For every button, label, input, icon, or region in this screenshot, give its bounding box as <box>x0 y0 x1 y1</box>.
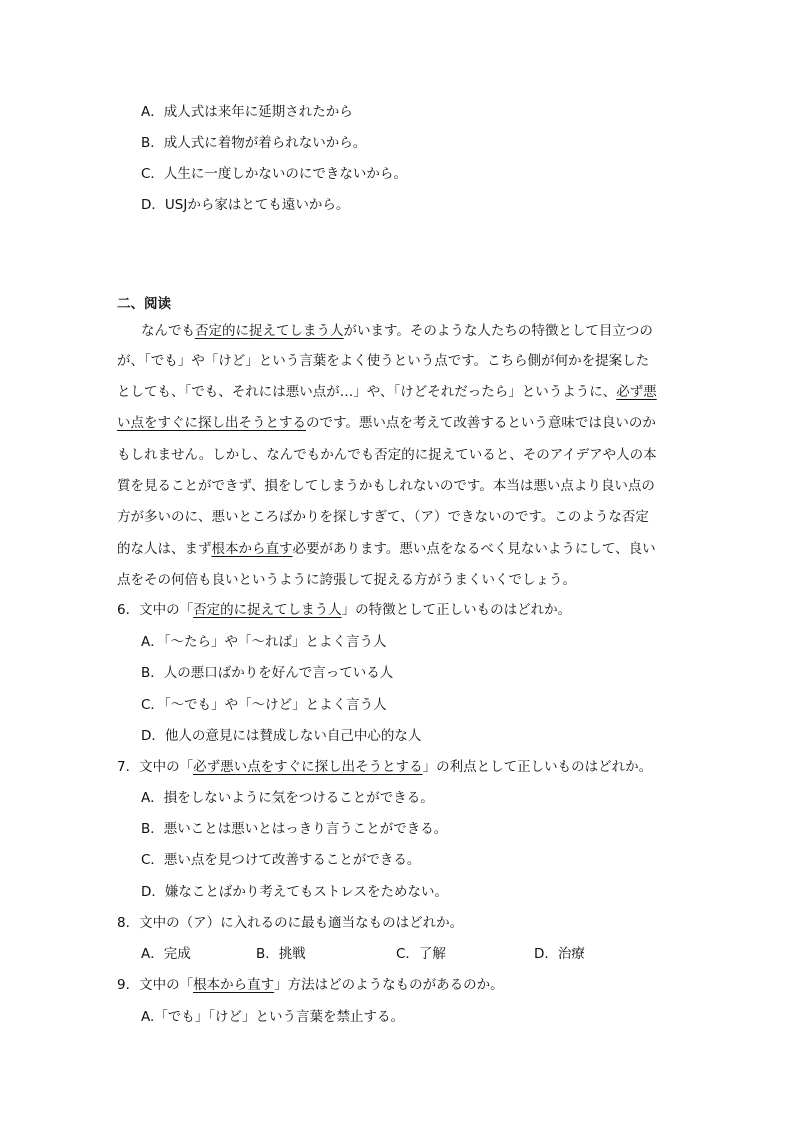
q9-option-a: A.「でも」「けど」という言葉を禁止する。 <box>141 1009 405 1025</box>
passage-line <box>117 383 657 401</box>
passage-line: が、「でも」や「けど」という言葉をよく使うという点です。こちら側が何かを提案した <box>117 353 650 369</box>
passage-line <box>117 540 656 558</box>
passage-text: のです。悪い点を考えて改善するという意味では良いのか <box>306 415 656 431</box>
q8-option-d: D．治療 <box>534 946 585 962</box>
q7-prefix: 7．文中の「 <box>117 759 194 775</box>
section-title: 二、阅读 <box>117 296 171 312</box>
q8-option-a: A．完成 <box>141 946 191 962</box>
passage-line <box>117 414 656 432</box>
passage-line <box>141 322 653 340</box>
q6-option-d: D．他人の意見には賛成しない自己中心的な人 <box>141 728 422 744</box>
passage-line: 点をその何倍も良いというように誇張して捉える方がうまくいくでしょう。 <box>117 572 576 588</box>
q9-underlined: 根本から直す <box>193 977 275 993</box>
passage-text: としても、「でも、それには悪い点が…」や、「けどそれだったら」というように、 <box>117 384 617 400</box>
q6-suffix: 」の特徴として正しいものはどれか。 <box>341 602 572 618</box>
q8-option-b: B．挑戦 <box>256 946 306 962</box>
q6-prefix: 6．文中の「 <box>117 602 194 618</box>
q9-stem <box>117 976 504 994</box>
passage-text: 的な人は、まず <box>117 541 212 557</box>
q7-underlined: 必ず悪い点をすぐに探し出そうとする <box>193 759 423 775</box>
passage-underlined-text: い点をすぐに探し出そうとする <box>117 415 306 431</box>
passage-underlined-text: 必ず悪 <box>616 384 657 400</box>
q7-option-d: D．嫌なことばかり考えてもストレスをためない。 <box>141 884 448 900</box>
q5-option-b: B．成人式に着物が着られないから。 <box>141 135 367 151</box>
passage-underlined-text: 根本から直す <box>211 541 293 557</box>
passage-text: がいます。そのような人たちの特徴として目立つの <box>343 323 653 339</box>
q6-underlined: 否定的に捉えてしまう人 <box>193 602 342 618</box>
q9-prefix: 9．文中の「 <box>117 977 194 993</box>
q5-option-c: C．人生に一度しかないのにできないから。 <box>141 166 407 182</box>
q6-option-a: A．「～たら」や「～れば」とよく言う人 <box>141 634 387 650</box>
q7-suffix: 」の利点として正しいものはどれか。 <box>422 759 653 775</box>
passage-line: 質を見ることができず、損をしてしまうかもしれないのです。本当は悪い点より良い点の <box>117 478 655 494</box>
q5-option-a: A．成人式は来年に延期されたから <box>141 104 353 120</box>
q7-option-a: A．損をしないように気をつけることができる。 <box>141 790 434 806</box>
q8-option-c: C．了解 <box>396 946 446 962</box>
q6-option-c: C．「～でも」や「～けど」とよく言う人 <box>141 697 387 713</box>
passage-line: もしれません。しかし、なんでもかんでも否定的に捉えていると、そのアイデアや人の本 <box>117 447 657 463</box>
q5-option-d: D．USJから家はとても遠いから。 <box>141 197 350 213</box>
q8-stem: 8．文中の（ア）に入れるのに最も適当なものはどれか。 <box>117 915 464 931</box>
q7-option-c: C．悪い点を見つけて改善することができる。 <box>141 852 421 868</box>
q6-option-b: B．人の悪口ばかりを好んで言っている人 <box>141 665 394 681</box>
passage-line: 方が多いのに、悪いところばかりを探しすぎて、（ア）できないのです。このような否定 <box>117 509 649 525</box>
q9-suffix: 」方法はどのようなものがあるのか。 <box>274 977 504 993</box>
q6-stem <box>117 601 571 619</box>
passage-underlined-text: 否定的に捉えてしまう人 <box>195 323 344 339</box>
passage-text: 必要があります。悪い点をなるべく見ないようにして、良い <box>292 541 656 557</box>
passage-text: なんでも <box>141 323 195 339</box>
q8-options <box>141 945 585 963</box>
q7-option-b: B．悪いことは悪いとはっきり言うことができる。 <box>141 821 448 837</box>
q7-stem <box>117 758 652 776</box>
